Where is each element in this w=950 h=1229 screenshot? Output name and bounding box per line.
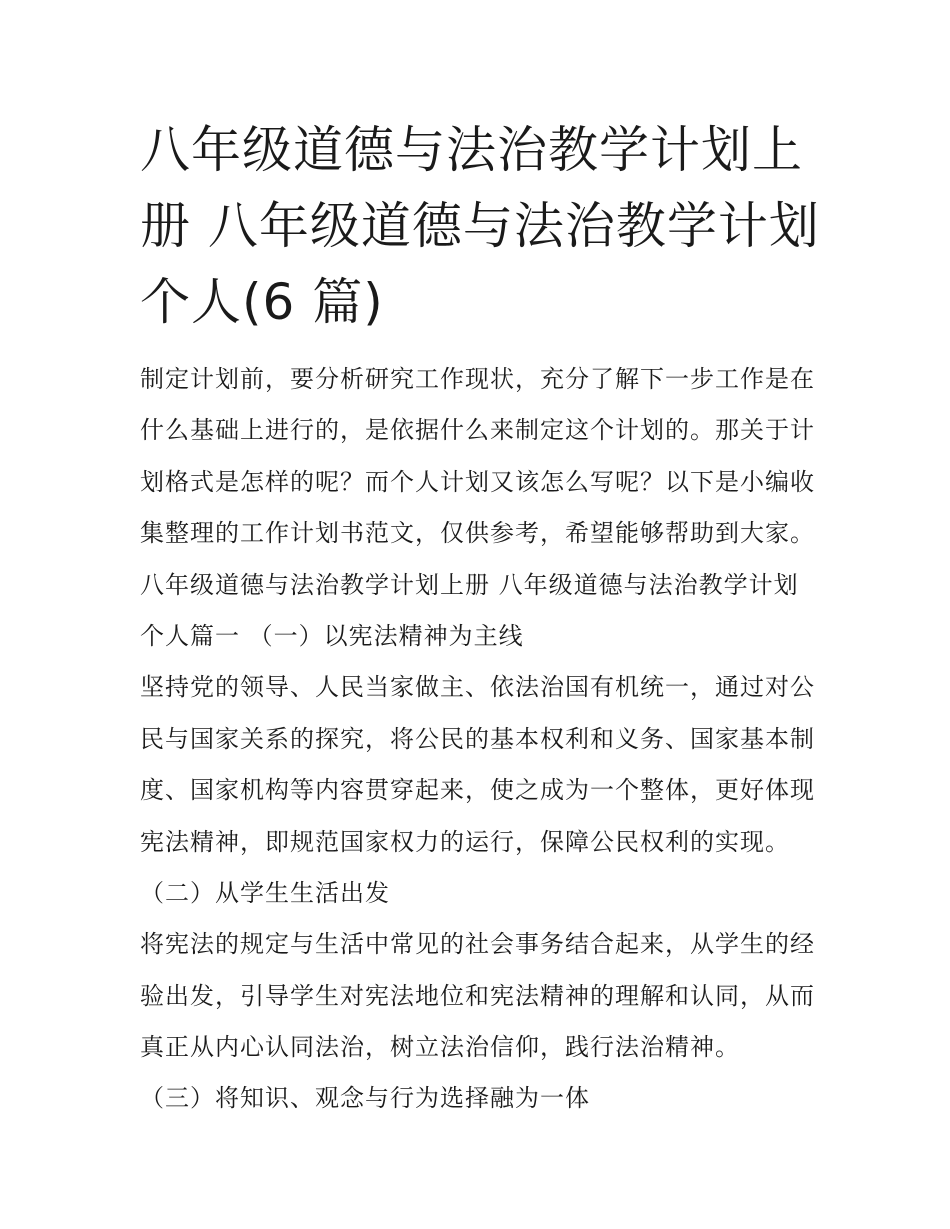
subheading-line: （三）将知识、观念与行为选择融为一体 [140, 1084, 590, 1113]
title-line: 册 八年级道德与法治教学计划 [140, 197, 820, 255]
body-line: 验出发，引导学生对宪法地位和宪法精神的理解和认同，从而 [140, 981, 815, 1010]
body-line: 宪法精神，即规范国家权力的运行，保障公民权利的实现。 [140, 827, 790, 856]
section-heading-line: 个人篇一 （一）以宪法精神为主线 [140, 621, 524, 650]
body-line: 制定计划前，要分析研究工作现状，充分了解下一步工作是在 [140, 365, 815, 393]
body-line: 什么基础上进行的，是依据什么来制定这个计划的。那关于计 [140, 416, 815, 445]
body-line: 民与国家关系的探究，将公民的基本权利和义务、国家基本制 [140, 724, 815, 753]
body-line: 真正从内心认同法治，树立法治信仰，践行法治精神。 [140, 1033, 740, 1062]
body-line: 集整理的工作计划书范文，仅供参考，希望能够帮助到大家。 [140, 519, 815, 548]
body-line: 将宪法的规定与生活中常见的社会事务结合起来，从学生的经 [140, 930, 815, 959]
document-title [140, 112, 820, 340]
section-heading-line: 八年级道德与法治教学计划上册 八年级道德与法治教学计划 [140, 570, 799, 599]
body-line: 度、国家机构等内容贯穿起来，使之成为一个整体，更好体现 [140, 776, 815, 805]
body-line: 坚持党的领导、人民当家做主、依法治国有机统一，通过对公 [140, 673, 815, 702]
document-body [140, 354, 820, 1125]
title-line: 个人(6 篇) [140, 273, 384, 331]
body-line: 划格式是怎样的呢？而个人计划又该怎么写呢？以下是小编收 [140, 467, 815, 496]
subheading-line: （二）从学生生活出发 [140, 878, 390, 907]
title-line: 八年级道德与法治教学计划上 [140, 121, 803, 179]
